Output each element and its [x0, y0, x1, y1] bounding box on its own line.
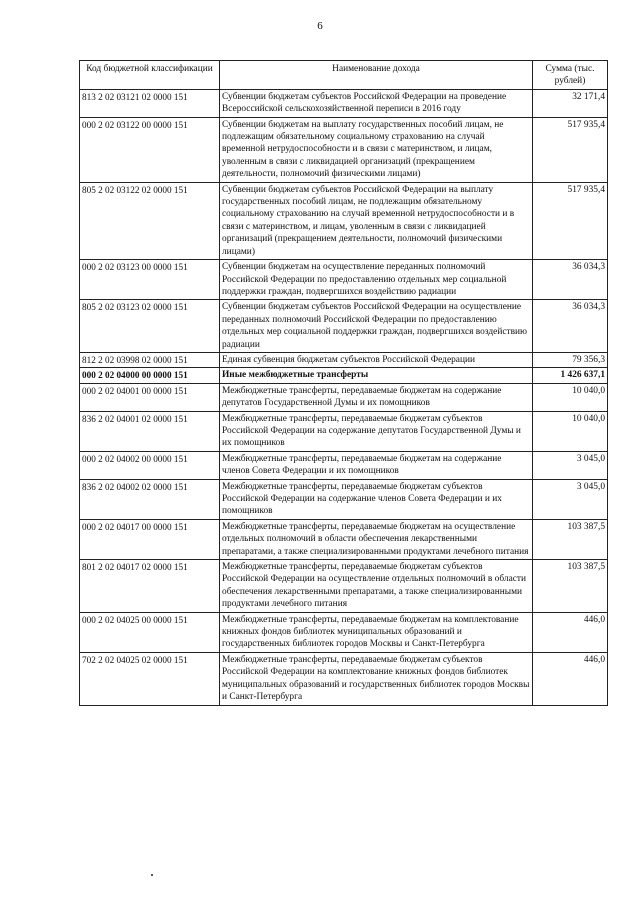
- row-name: Единая субвенция бюджетам субъектов Российской Федерации: [220, 352, 533, 367]
- row-name: Межбюджетные трансферты, передаваемые бюджетам на содержание депутатов Государственной Думы и их помощников: [220, 383, 533, 411]
- scan-speck: [151, 874, 153, 876]
- row-code: 813 2 02 03121 02 0000 151: [80, 89, 220, 117]
- table-row: [80, 300, 608, 353]
- header-code: Код бюджетной классификации: [80, 61, 220, 90]
- table-row: [80, 652, 608, 705]
- row-code: 702 2 02 04025 02 0000 151: [80, 652, 220, 705]
- table-row: [80, 383, 608, 411]
- revenue-table: [79, 60, 608, 706]
- row-code: 805 2 02 03122 02 0000 151: [80, 182, 220, 259]
- row-amount: 32 171,4: [533, 89, 608, 117]
- row-amount: 36 034,3: [533, 260, 608, 300]
- row-amount: 10 040,0: [533, 383, 608, 411]
- row-name: Межбюджетные трансферты, передаваемые бюджетам на комплектование книжных фондов библиотек муниципальных образований и государственных библиотек городов Москвы и Санкт-Петербурга: [220, 612, 533, 652]
- row-name: Субвенции бюджетам субъектов Российской Федерации на проведение Всероссийской сельскохозяйственной переписи в 2016 году: [220, 89, 533, 117]
- row-amount: 10 040,0: [533, 411, 608, 451]
- row-amount: 517 935,4: [533, 117, 608, 182]
- row-amount: 446,0: [533, 612, 608, 652]
- table-row-total: [80, 368, 608, 383]
- table-row: [80, 352, 608, 367]
- row-amount: 103 387,5: [533, 519, 608, 559]
- row-name: Субвенции бюджетам на выплату государственных пособий лицам, не подлежащим обязательному социальному страхованию на случай временной нетрудоспособности и в связи с материнством, и лицам, уволенным в связи с ликвидацией организаций (прекращением деятельности, полномочий физическими лицами): [220, 117, 533, 182]
- row-amount: 517 935,4: [533, 182, 608, 259]
- row-amount: 3 045,0: [533, 451, 608, 479]
- row-code: 000 2 02 03123 00 0000 151: [80, 260, 220, 300]
- row-name: Межбюджетные трансферты, передаваемые бюджетам субъектов Российской Федерации на осуществление отдельных полномочий в области обеспечения лекарственными препаратами, а также специализированными продуктами лечебного питания: [220, 560, 533, 613]
- table-row: [80, 182, 608, 259]
- table-row: [80, 260, 608, 300]
- table-row: [80, 117, 608, 182]
- row-code: 000 2 02 04000 00 0000 151: [80, 368, 220, 383]
- header-sum: Сумма (тыс. рублей): [533, 61, 608, 90]
- row-amount: 446,0: [533, 652, 608, 705]
- row-code: 000 2 02 03122 00 0000 151: [80, 117, 220, 182]
- table-header-row: [80, 61, 608, 90]
- row-name: Межбюджетные трансферты, передаваемые бюджетам субъектов Российской Федерации на содержание депутатов Государственной Думы и их помощников: [220, 411, 533, 451]
- table-row: [80, 411, 608, 451]
- row-code: 000 2 02 04017 00 0000 151: [80, 519, 220, 559]
- table-row: [80, 612, 608, 652]
- row-name: Межбюджетные трансферты, передаваемые бюджетам на осуществление отдельных полномочий в области обеспечения лекарственными препаратами, а также специализированными продуктами лечебного питания: [220, 519, 533, 559]
- row-code: 812 2 02 03998 02 0000 151: [80, 352, 220, 367]
- table-row: [80, 560, 608, 613]
- row-amount: 79 356,3: [533, 352, 608, 367]
- row-name: Межбюджетные трансферты, передаваемые бюджетам на содержание членов Совета Федерации и их помощников: [220, 451, 533, 479]
- table-row: [80, 519, 608, 559]
- row-name: Межбюджетные трансферты, передаваемые бюджетам субъектов Российской Федерации на комплектование книжных фондов библиотек муниципальных образований и государственных библиотек городов Москвы и Санкт-Петербурга: [220, 652, 533, 705]
- row-code: 801 2 02 04017 02 0000 151: [80, 560, 220, 613]
- row-code: 000 2 02 04025 00 0000 151: [80, 612, 220, 652]
- row-name: Иные межбюджетные трансферты: [220, 368, 533, 383]
- row-code: 836 2 02 04001 02 0000 151: [80, 411, 220, 451]
- row-code: 000 2 02 04001 00 0000 151: [80, 383, 220, 411]
- row-amount: 3 045,0: [533, 479, 608, 519]
- row-name: Субвенции бюджетам субъектов Российской Федерации на осуществление переданных полномочий Российской Федерации по предоставлению отдельных мер социальной поддержки граждан, подвергшихся воздействию радиации: [220, 300, 533, 353]
- row-code: 836 2 02 04002 02 0000 151: [80, 479, 220, 519]
- row-name: Межбюджетные трансферты, передаваемые бюджетам субъектов Российской Федерации на содержание членов Совета Федерации и их помощников: [220, 479, 533, 519]
- header-name: Наименование дохода: [220, 61, 533, 90]
- row-name: Субвенции бюджетам субъектов Российской Федерации на выплату государственных пособий лицам, не подлежащим обязательному социальному страхованию на случай временной нетрудоспособности и в связи с материнством, и лицам, уволенным в связи с ликвидацией организаций (прекращением деятельности, полномочий физическими лицами): [220, 182, 533, 259]
- row-amount: 103 387,5: [533, 560, 608, 613]
- row-amount: 36 034,3: [533, 300, 608, 353]
- table-row: [80, 89, 608, 117]
- row-code: 000 2 02 04002 00 0000 151: [80, 451, 220, 479]
- page-number: 6: [317, 20, 323, 32]
- row-code: 805 2 02 03123 02 0000 151: [80, 300, 220, 353]
- table-row: [80, 451, 608, 479]
- table-row: [80, 479, 608, 519]
- row-name: Субвенции бюджетам на осуществление переданных полномочий Российской Федерации по предоставлению отдельных мер социальной поддержки граждан, подвергшихся воздействию радиации: [220, 260, 533, 300]
- row-amount: 1 426 637,1: [533, 368, 608, 383]
